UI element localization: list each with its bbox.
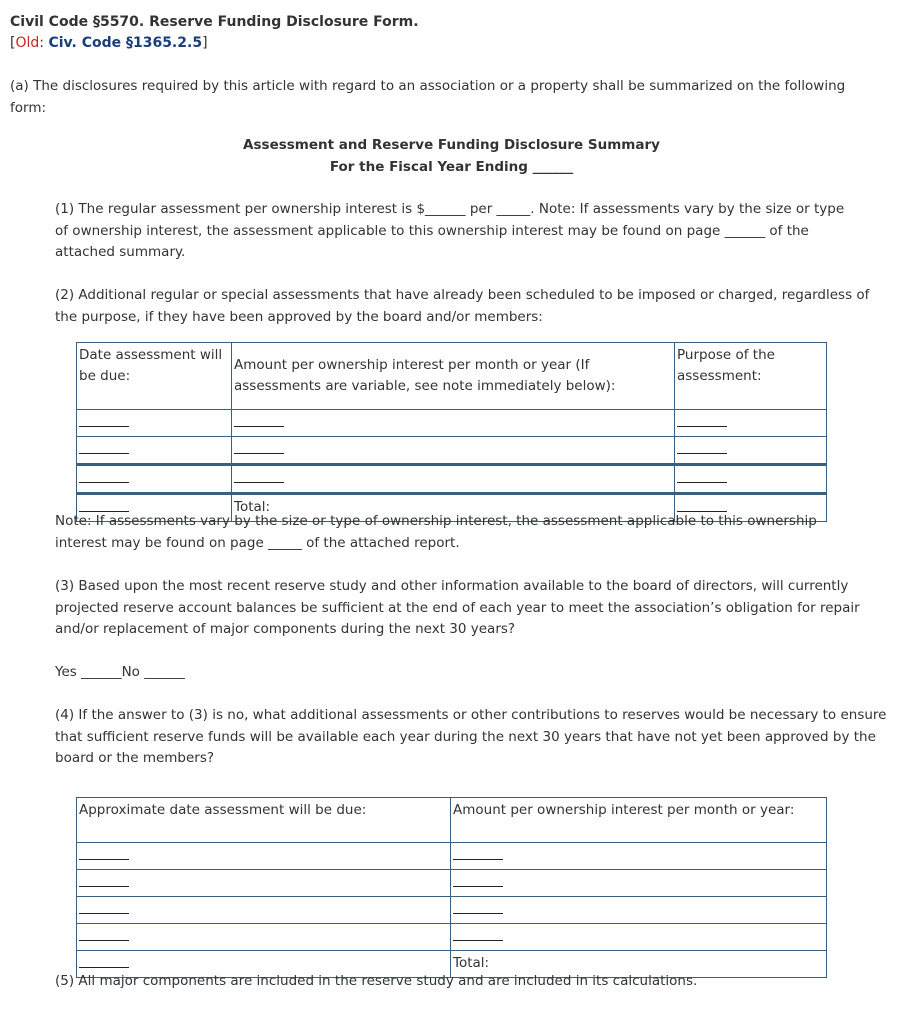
blank-line xyxy=(677,497,727,512)
item-3: (3) Based upon the most recent reserve study and other information available to the board of directors, will currently projected reserve account balances be sufficient at the end of each year to meet the association’s obligation for repair and/or replacement of major components during the next 30 years? xyxy=(55,578,860,637)
blank-line xyxy=(79,872,129,887)
table-row xyxy=(77,410,827,437)
total-label: Total: xyxy=(451,951,827,978)
date-blank[interactable] xyxy=(77,437,232,465)
form-subtitle: For the Fiscal Year Ending ______ xyxy=(329,159,574,175)
form-title: Assessment and Reserve Funding Disclosure Summary xyxy=(243,137,660,153)
item-5: (5) All major components are included in the reserve study and are included in its calculations. xyxy=(55,973,698,989)
blank-line xyxy=(234,439,284,454)
blank-line xyxy=(79,439,129,454)
item-2: (2) Additional regular or special assessments that have already been scheduled to be imposed or charged, regardless of the purpose, if they have been approved by the board and/or members: xyxy=(55,287,870,325)
blank-line xyxy=(79,953,129,968)
purpose-blank[interactable] xyxy=(675,465,827,494)
table-row xyxy=(77,437,827,465)
blank-line xyxy=(234,468,284,483)
old-bracket-open: [ xyxy=(10,35,16,51)
table-row xyxy=(77,870,827,897)
amount-blank[interactable] xyxy=(232,410,675,437)
total-label: Total: xyxy=(232,494,675,522)
blank-line xyxy=(79,468,129,483)
blank-line xyxy=(677,468,727,483)
old-code-link[interactable]: Civ. Code §1365.2.5 xyxy=(48,35,203,51)
date-blank[interactable] xyxy=(77,465,232,494)
date-blank[interactable] xyxy=(77,843,451,870)
header-amount: Amount per ownership interest per month or year (If assessments are variable, see note immediately below): xyxy=(232,343,675,410)
date-blank[interactable] xyxy=(77,870,451,897)
page-title: Civil Code §5570. Reserve Funding Disclosure Form. xyxy=(10,14,419,30)
table-row xyxy=(77,465,827,494)
item-2-note: Note: If assessments vary by the size or type of ownership interest, the assessment applicable to this ownership interest may be found on page _____ of the attached report. xyxy=(55,513,817,551)
old-sep: : xyxy=(39,35,49,51)
old-code-reference xyxy=(10,35,208,51)
table-row xyxy=(77,924,827,951)
intro-paragraph: (a) The disclosures required by this article with regard to an association or a property shall be summarized on the following form: xyxy=(10,78,846,116)
amount-blank[interactable] xyxy=(451,924,827,951)
header-amount: Amount per ownership interest per month or year: xyxy=(451,798,827,843)
date-blank[interactable] xyxy=(77,410,232,437)
amount-blank[interactable] xyxy=(232,465,675,494)
table-row xyxy=(77,897,827,924)
blank-line xyxy=(677,439,727,454)
blank-line xyxy=(79,845,129,860)
blank-line xyxy=(453,899,503,914)
blank-line xyxy=(79,412,129,427)
blank-line xyxy=(79,899,129,914)
blank-line xyxy=(234,412,284,427)
amount-blank[interactable] xyxy=(451,843,827,870)
blank-line xyxy=(677,412,727,427)
amount-blank[interactable] xyxy=(451,870,827,897)
blank-line xyxy=(79,497,129,512)
purpose-blank[interactable] xyxy=(675,410,827,437)
item-4: (4) If the answer to (3) is no, what additional assessments or other contributions to reserves would be necessary to ensure that sufficient reserve funds will be available each year during the next 30 years that have not yet been approved by the board or the members? xyxy=(55,707,887,766)
blank-line xyxy=(453,872,503,887)
amount-blank[interactable] xyxy=(451,897,827,924)
purpose-blank[interactable] xyxy=(675,437,827,465)
blank-line xyxy=(79,926,129,941)
additional-assessments-table xyxy=(76,797,827,978)
item-1: (1) The regular assessment per ownership interest is $______ per _____. Note: If assessments vary by the size or type of ownership interest, the assessment applicable to this ownership interest may be found on page ______ of the attached summary. xyxy=(55,201,845,260)
header-date-due: Date assessment will be due: xyxy=(77,343,232,410)
header-purpose: Purpose of the assessment: xyxy=(675,343,827,410)
old-bracket-close: ] xyxy=(202,35,208,51)
item-3-answer: Yes ______No ______ xyxy=(55,664,185,680)
header-approx-date: Approximate date assessment will be due: xyxy=(77,798,451,843)
scheduled-assessments-table xyxy=(76,342,827,522)
blank-line xyxy=(453,926,503,941)
date-blank[interactable] xyxy=(77,897,451,924)
old-label: Old xyxy=(15,35,40,51)
amount-blank[interactable] xyxy=(232,437,675,465)
table-row xyxy=(77,843,827,870)
blank-line xyxy=(453,845,503,860)
date-blank[interactable] xyxy=(77,924,451,951)
